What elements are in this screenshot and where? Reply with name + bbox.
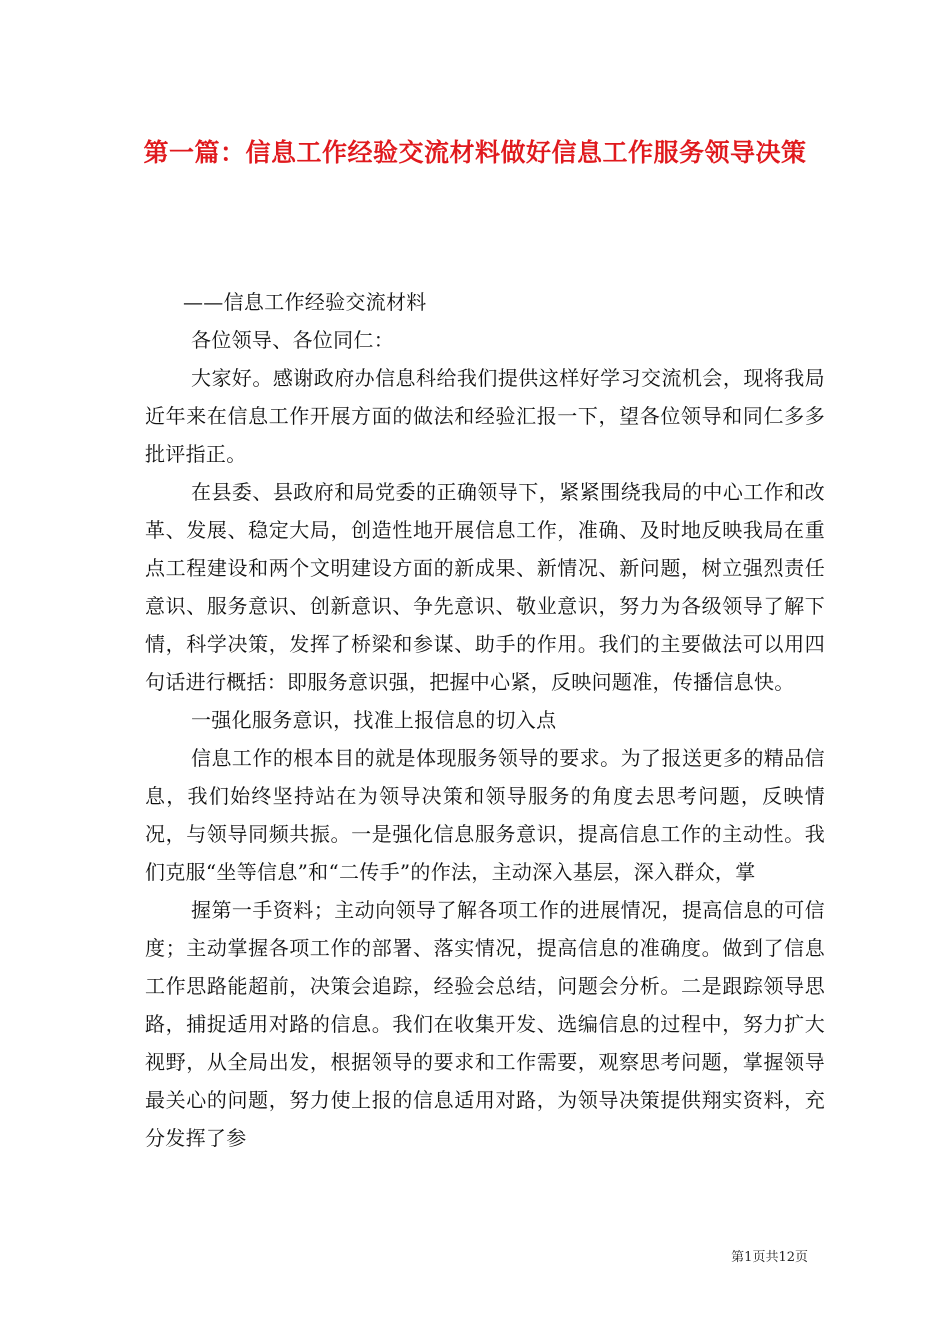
paragraph: 信息工作的根本目的就是体现服务领导的要求。为了报送更多的精品信息，我们始终坚持站在为领导决策和领导服务的角度去思考问题，反映情况，与领导同频共振。一是强化信息服务意识，提高信息工作的主动性。我们克服“坐等信息”和“二传手”的作法，主动深入基层，深入群众，掌 xyxy=(145,746,825,884)
paragraph: 握第一手资料；主动向领导了解各项工作的进展情况，提高信息的可信度；主动掌握各项工作的部署、落实情况，提高信息的准确度。做到了信息工作思路能超前，决策会追踪，经验会总结，问题会分析。二是跟踪领导思路，捕捉适用对路的信息。我们在收集开发、选编信息的过程中，努力扩大视野，从全局出发，根据领导的要求和工作需要，观察思考问题，掌握领导最关心的问题，努力使上报的信息适用对路，为领导决策提供翔实资料，充分发挥了参 xyxy=(145,898,825,1150)
document-title: 第一篇：信息工作经验交流材料做好信息工作服务领导决策 xyxy=(143,138,807,167)
salutation: 各位领导、各位同仁： xyxy=(191,328,394,352)
section-heading: 一强化服务意识，找准上报信息的切入点 xyxy=(191,708,557,732)
paragraph: 在县委、县政府和局党委的正确领导下，紧紧围绕我局的中心工作和改革、发展、稳定大局，创造性地开展信息工作，准确、及时地反映我局在重点工程建设和两个文明建设方面的新成果、新情况、新问题，树立强烈责任意识、服务意识、创新意识、争先意识、敬业意识，努力为各级领导了解下情，科学决策，发挥了桥梁和参谋、助手的作用。我们的主要做法可以用四句话进行概括：即服务意识强，把握中心紧，反映问题准，传播信息快。 xyxy=(145,480,825,694)
page-number: 第1页共12页 xyxy=(731,1250,808,1265)
paragraph: 大家好。感谢政府办信息科给我们提供这样好学习交流机会，现将我局近年来在信息工作开展方面的做法和经验汇报一下，望各位领导和同仁多多批评指正。 xyxy=(145,366,825,466)
subtitle-line: ——信息工作经验交流材料 xyxy=(183,290,427,314)
document-body xyxy=(145,283,825,1157)
